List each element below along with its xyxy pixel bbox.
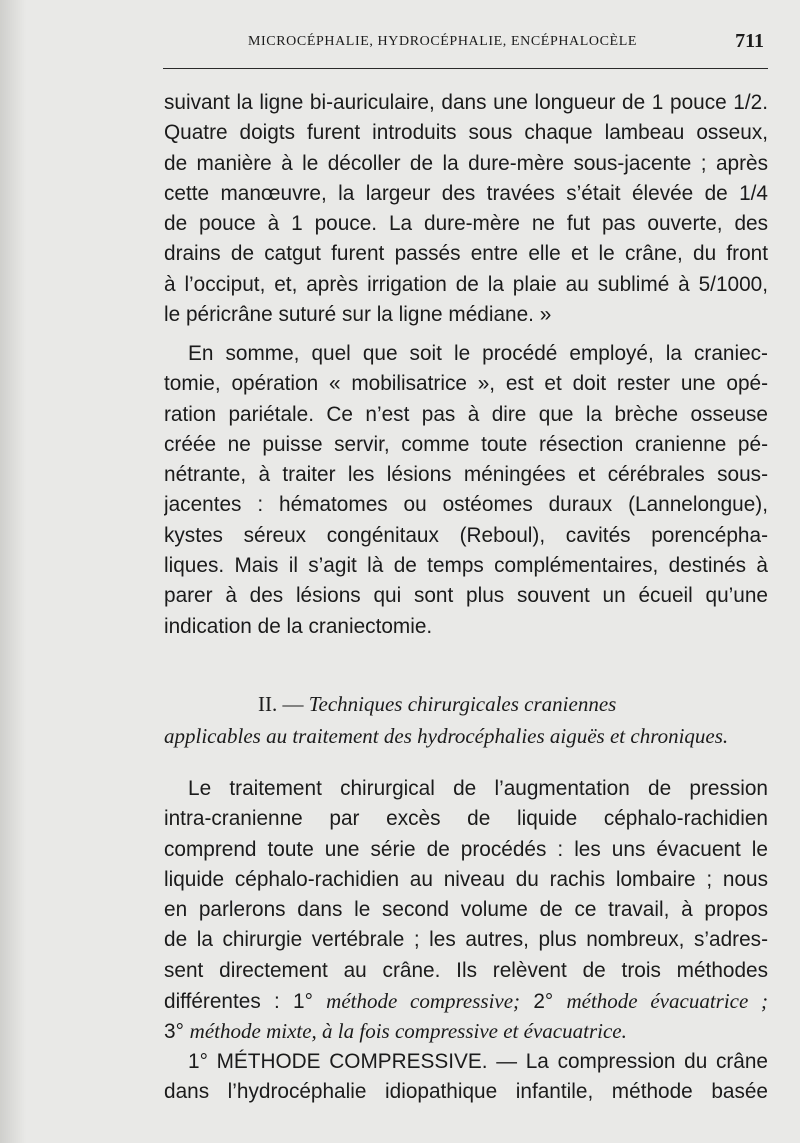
text-line: à l’occiput, et, après irrigation de la plaie au sublimé à 5/1000, <box>164 272 768 296</box>
text-line: indication de la craniectomie. <box>164 614 433 638</box>
text-run: différentes : 1° <box>164 990 313 1014</box>
text-line: suivant la ligne bi-auriculaire, dans une longueur de 1 pouce 1/2. <box>164 91 768 114</box>
text-line: cette manœuvre, la largeur des travées s’était élevée de 1/4 <box>164 181 768 205</box>
text-run-italic: méthode mixte, à la fois compressive et évacuatrice. <box>189 1019 627 1044</box>
section-title-line1: Techniques chirurgicales craniennes <box>308 692 617 716</box>
text-line: sent directement au crâne. Ils relèvent de trois méthodes <box>164 958 768 982</box>
text-line: tomie, opération « mobilisatrice », est et doit rester une opé- <box>164 372 768 396</box>
paragraph-methode-compressive <box>164 1047 768 1108</box>
text-line: de pouce à 1 pouce. La dure-mère ne fut pas ouverte, des <box>164 212 768 236</box>
text-line: intra-cranienne par excès de liquide céphalo-rachidien <box>164 807 768 831</box>
paragraph-continuation <box>164 88 768 330</box>
text-line: de la chirurgie vertébrale ; les autres, plus nombreux, s’adres- <box>164 928 768 952</box>
text-line: kystes séreux congénitaux (Reboul), cavités porencépha- <box>164 523 768 547</box>
text-run-italic: méthode compressive; <box>326 989 521 1014</box>
paragraph-craniectomie <box>164 339 768 642</box>
text-line: jacentes : hématomes ou ostéomes duraux (Lannelongue), <box>164 493 768 517</box>
text-line: parer à des lésions qui sont plus souvent un écueil qu’une <box>164 584 768 608</box>
text-line-methods <box>164 1016 768 1046</box>
text-run: 3° <box>164 1020 184 1044</box>
text-line: Le traitement chirurgical de l’augmentation de pression <box>188 777 768 800</box>
section-title-line2: applicables au traitement des hydrocéphalies aiguës et chroniques. <box>164 724 729 748</box>
text-line: créée ne puisse servir, comme toute résection cranienne pé- <box>164 432 768 456</box>
text-line: drains de catgut furent passés entre elle et le crâne, du front <box>164 242 768 266</box>
text-line: nétrante, à traiter les lésions méningées et cérébrales sous- <box>164 463 768 487</box>
paragraph-traitement <box>164 774 768 1047</box>
text-line: en parlerons dans le second volume de ce travail, à propos <box>164 898 768 922</box>
text-line: dans l’hydrocéphalie idiopathique infantile, méthode basée <box>164 1080 768 1104</box>
text-line: En somme, quel que soit le procédé employé, la craniec- <box>188 342 768 365</box>
page-edge-shadow <box>0 0 26 1143</box>
text-line: liques. Mais il s’agit là de temps complémentaires, destinés à <box>164 554 768 578</box>
text-line: 1° MÉTHODE COMPRESSIVE. — La compression du crâne <box>188 1050 768 1073</box>
header-rule <box>163 68 768 69</box>
text-line: ration pariétale. Ce n’est pas à dire que la brèche osseuse <box>164 402 768 426</box>
text-line: comprend toute une série de procédés : les uns évacuent le <box>164 837 768 861</box>
page-header <box>248 32 768 54</box>
text-line: Quatre doigts furent introduits sous chaque lambeau osseux, <box>164 121 768 145</box>
text-line: de manière à le décoller de la dure-mère sous-jacente ; après <box>164 151 768 175</box>
page-number: 711 <box>735 30 764 52</box>
text-run: 2° <box>533 990 554 1014</box>
section-heading <box>164 688 768 752</box>
text-line: le péricrâne suturé sur la ligne médiane. » <box>164 303 552 327</box>
section-numeral: II. — <box>258 692 304 716</box>
text-line-methods <box>164 986 768 1016</box>
text-line: liquide céphalo-rachidien au niveau du rachis lombaire ; nous <box>164 867 768 891</box>
text-run-italic: méthode évacuatrice ; <box>566 989 768 1014</box>
running-head: MICROCÉPHALIE, HYDROCÉPHALIE, ENCÉPHALOCÈLE <box>248 34 638 49</box>
